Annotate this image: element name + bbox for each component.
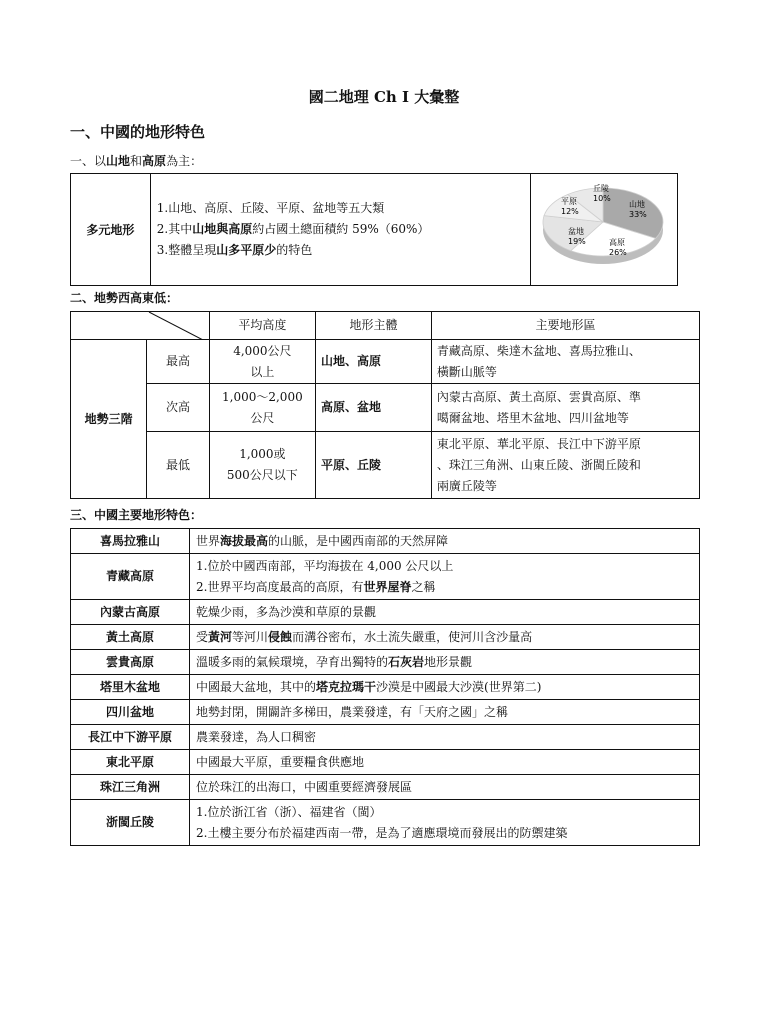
subheading-2: 二、地勢西高東低： bbox=[70, 291, 179, 305]
section-heading-terrain: 一、中國的地形特色 bbox=[70, 123, 206, 141]
pie-value-basins: 19% bbox=[568, 237, 587, 246]
subheading-3: 三、中國主要地形特色： bbox=[70, 508, 203, 522]
page-title: 國二地理 Ch Ⅰ 大彙整 bbox=[308, 88, 460, 106]
pie-value-hills: 10% bbox=[593, 194, 612, 203]
height-second: 1,000～2,000 公尺 bbox=[209, 384, 315, 432]
regions-lowest: 東北平原、華北平原、長江中下游平原 、珠江三角洲、山東丘陵、浙閩丘陵和 兩廣丘陵等 bbox=[431, 432, 699, 499]
major-terrain-table bbox=[70, 528, 700, 846]
terrain-second: 高原、盆地 bbox=[315, 384, 431, 432]
pie-label-plateaus: 高原 bbox=[609, 238, 626, 247]
table-row: 內蒙古高原 乾燥少雨，多為沙漠和草原的景觀 bbox=[71, 600, 700, 625]
table-row: 塔里木盆地 中國最大盆地，其中的塔克拉瑪干沙漠是中國最大沙漠(世界第二) bbox=[71, 675, 700, 700]
table-row: 四川盆地 地勢封閉，開闢許多梯田，農業發達，有「天府之國」之稱 bbox=[71, 700, 700, 725]
table-row: 青藏高原 1.位於中國西南部，平均海拔在 4,000 公尺以上 2.世界平均高度最高的高原，有世界屋脊之稱 bbox=[71, 554, 700, 600]
corner-cell bbox=[71, 312, 210, 340]
table-row: 喜馬拉雅山 世界海拔最高的山脈，是中國西南部的天然屏障 bbox=[71, 529, 700, 554]
pie-value-mountains: 33% bbox=[629, 210, 648, 219]
pie-label-hills: 丘陵 bbox=[593, 184, 610, 193]
terrain-steps-label: 地勢三階 bbox=[71, 340, 147, 499]
regions-highest: 青藏高原、柴達木盆地、喜馬拉雅山、 橫斷山脈等 bbox=[431, 340, 699, 384]
terrain-highest: 山地、高原 bbox=[315, 340, 431, 384]
table-row: 浙閩丘陵 1.位於浙江省（浙）、福建省（閩） 2.土樓主要分布於福建西南一帶，是為了適應環境而發展出的防禦建築 bbox=[71, 800, 700, 846]
terrain-pie-chart bbox=[531, 174, 676, 282]
height-lowest: 1,000或 500公尺以下 bbox=[209, 432, 315, 499]
diverse-terrain-table bbox=[70, 173, 678, 286]
header-main-regions: 主要地形區 bbox=[431, 312, 699, 340]
level-lowest: 最低 bbox=[147, 432, 209, 499]
subheading-1: 一、以山地和高原為主： bbox=[70, 154, 203, 168]
regions-second: 內蒙古高原、黃土高原、雲貴高原、準 噶爾盆地、塔里木盆地、四川盆地等 bbox=[431, 384, 699, 432]
terrain-steps-table bbox=[70, 311, 700, 499]
level-second: 次高 bbox=[147, 384, 209, 432]
pie-value-plateaus: 26% bbox=[609, 248, 628, 257]
table-row: 雲貴高原 溫暖多雨的氣候環境，孕育出獨特的石灰岩地形景觀 bbox=[71, 650, 700, 675]
pie-label-plains: 平原 bbox=[561, 197, 578, 206]
table-row: 珠江三角洲 位於珠江的出海口，中國重要經濟發展區 bbox=[71, 775, 700, 800]
level-highest: 最高 bbox=[147, 340, 209, 384]
diverse-terrain-description: 1.山地、高原、丘陵、平原、盆地等五大類 2.其中山地與高原約占國土總面積約 59%（60%） 3.整體呈現山多平原少的特色 bbox=[150, 174, 530, 286]
table-row: 黃土高原 受黃河等河川侵蝕而溝谷密布，水土流失嚴重，使河川含沙量高 bbox=[71, 625, 700, 650]
diverse-terrain-label: 多元地形 bbox=[71, 174, 151, 286]
pie-value-plains: 12% bbox=[561, 207, 580, 216]
pie-label-basins: 盆地 bbox=[568, 227, 585, 236]
table-row: 長江中下游平原 農業發達，為人口稠密 bbox=[71, 725, 700, 750]
terrain-lowest: 平原、丘陵 bbox=[315, 432, 431, 499]
terrain-pie-chart-cell bbox=[530, 174, 677, 286]
table-row: 東北平原 中國最大平原，重要糧食供應地 bbox=[71, 750, 700, 775]
pie-label-mountains: 山地 bbox=[629, 200, 646, 209]
header-main-terrain: 地形主體 bbox=[315, 312, 431, 340]
header-avg-height: 平均高度 bbox=[209, 312, 315, 340]
height-highest: 4,000公尺 以上 bbox=[209, 340, 315, 384]
